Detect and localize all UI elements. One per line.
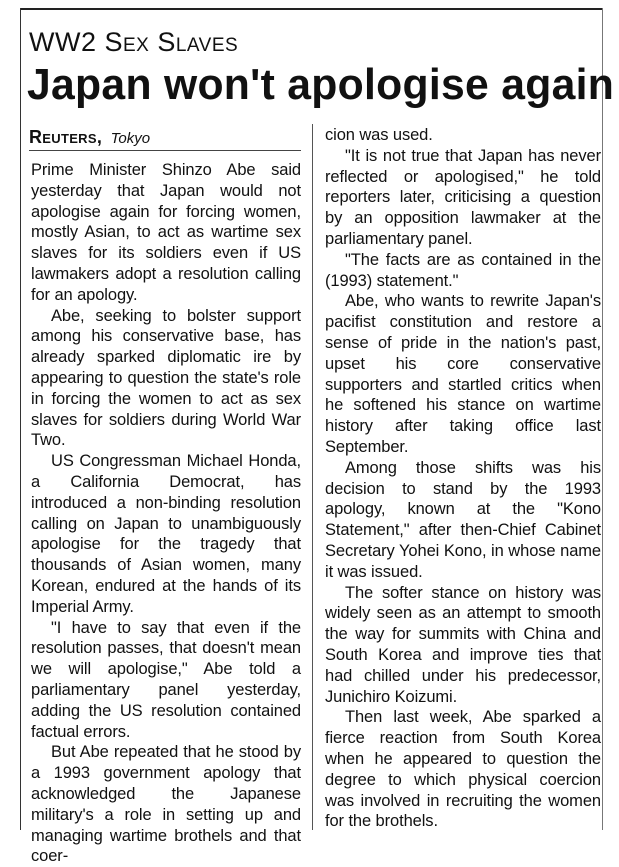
paragraph: Prime Minister Shinzo Abe said yesterday that Japan would not apologise again for forcing women, mostly Asian, to act as wartime sex slaves for its soldiers even if US lawmakers adopt a resolution calling for an apology.: [31, 161, 301, 304]
article-kicker: [29, 27, 238, 58]
paragraph: "I have to say that even if the resolution passes, that doesn't mean we will apologise," Abe told a parliamentary panel yesterday, adding the US resolution contained factual errors.: [31, 618, 301, 741]
left-column: [31, 160, 301, 867]
paragraph: "It is not true that Japan has never reflected or apologised," he told reporters later, criticising a question by an opposition lawmaker at the parliamentary panel.: [325, 146, 601, 248]
byline-rule: [29, 150, 301, 151]
paragraph: Abe, seeking to bolster support among his conservative base, has already sparked diplomatic ire by appearing to question the state's role in forcing the women to act as sex slaves for soldiers during World War Two.: [31, 306, 301, 450]
paragraph: US Congressman Michael Honda, a California Democrat, has introduced a non-binding resolution calling on Japan to unambiguously apologise for the tragedy that thousands of Asian women, many Korean, endured at the hands of its Imperial Army.: [31, 452, 301, 616]
left-border-rule: [20, 8, 21, 830]
paragraph: "The facts are as contained in the (1993) statement.": [325, 250, 601, 290]
right-column: [325, 125, 601, 832]
byline: [29, 127, 150, 148]
paragraph-continuation: cion was used.: [325, 126, 433, 144]
paragraph: The softer stance on history was widely seen as an attempt to smooth the way for summits with China and South Korea and improve ties that had chilled under his predecessor, Junichiro Koizumi.: [325, 583, 601, 706]
column-divider: [312, 124, 313, 830]
byline-location: Tokyo: [110, 130, 151, 147]
byline-agency: Reuters,: [29, 127, 103, 147]
paragraph: Among those shifts was his decision to stand by the 1993 apology, known at the "Kono Statement," after then-Chief Cabinet Secretary Yohei Kono, in whose name it was issued.: [325, 458, 601, 581]
paragraph: Abe, who wants to rewrite Japan's pacifist constitution and restore a sense of pride in the nation's past, upset his core conservative supporters and startled critics when he softened his stance on wartime history after taking office last September.: [325, 292, 601, 456]
article-headline: Japan won't apologise again: [27, 60, 615, 109]
kicker-text: WW2 Sex Slaves: [29, 27, 239, 57]
right-border-rule: [602, 8, 603, 830]
paragraph: Then last week, Abe sparked a fierce reaction from South Korea when he appeared to question the degree to which physical coercion was involved in recruiting the women for the brothels.: [325, 708, 601, 831]
top-rule: [20, 8, 603, 10]
paragraph: But Abe repeated that he stood by a 1993 government apology that acknowledged the Japanese military's a role in setting up and managing wartime brothels and that coer-: [31, 743, 301, 866]
